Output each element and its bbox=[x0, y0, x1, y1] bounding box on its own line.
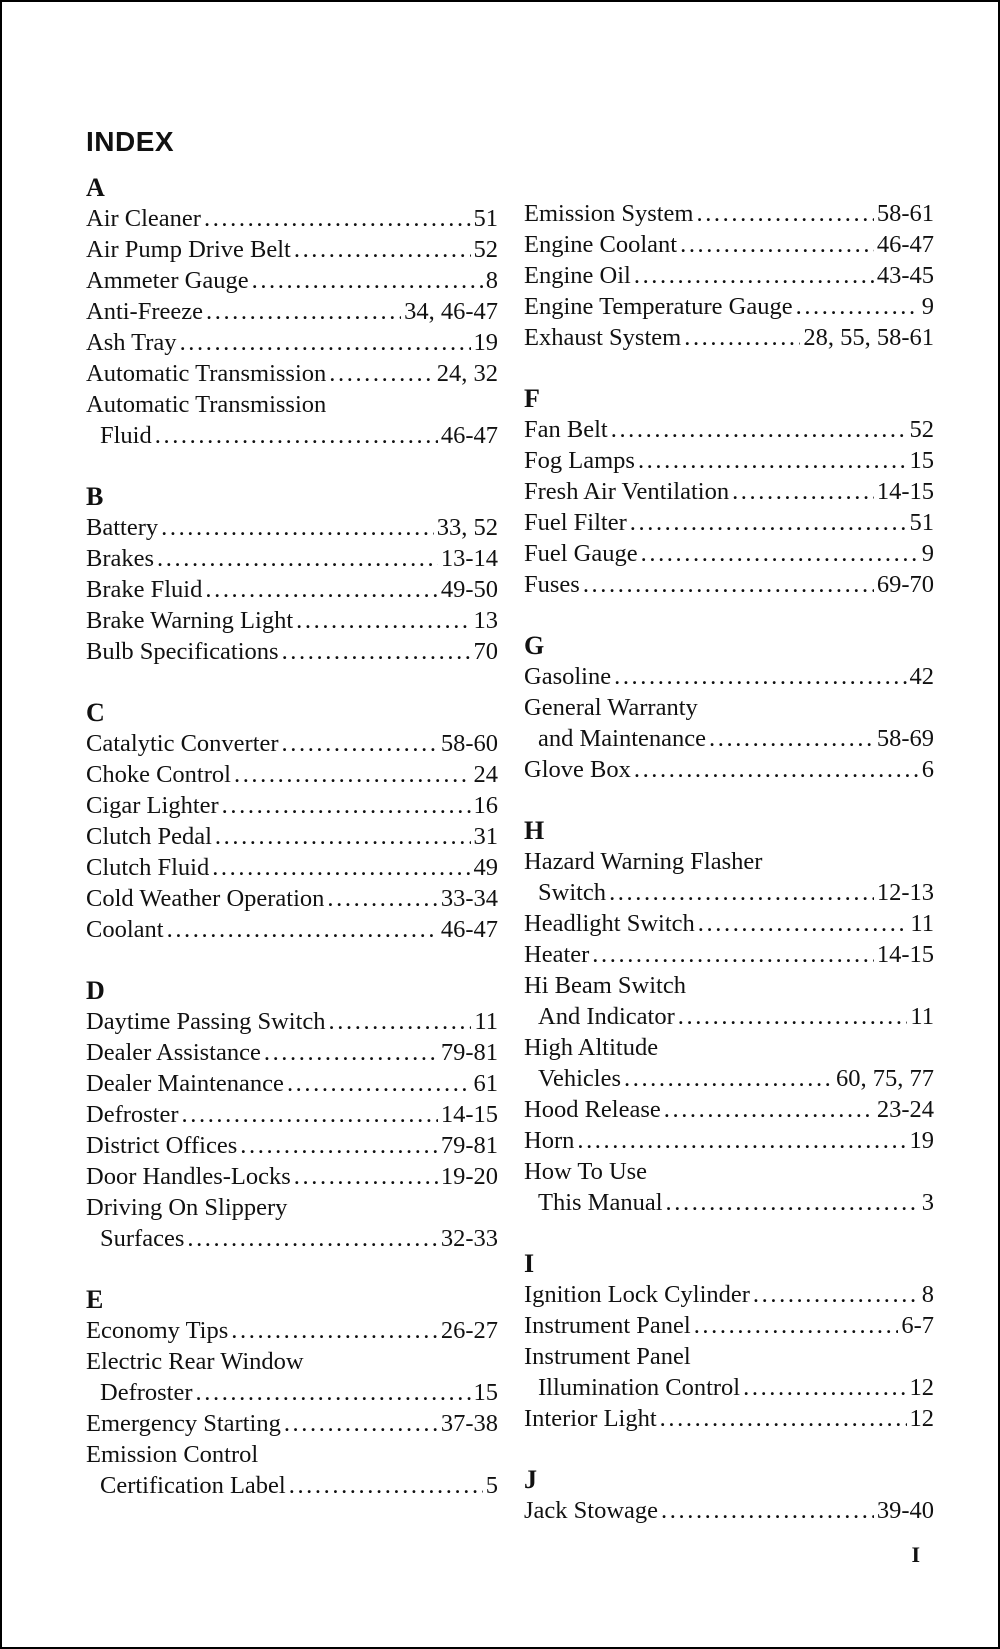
index-entry bbox=[86, 1099, 498, 1130]
dot-leader bbox=[583, 569, 874, 600]
page-reference: 70 bbox=[473, 638, 498, 665]
dot-leader bbox=[167, 914, 438, 945]
section-gap bbox=[86, 451, 498, 481]
index-entry bbox=[86, 1161, 498, 1192]
index-entry bbox=[524, 1403, 934, 1434]
index-entry bbox=[524, 1372, 934, 1403]
index-entry bbox=[86, 759, 498, 790]
index-entry bbox=[524, 723, 934, 754]
page-reference: 6-7 bbox=[901, 1312, 934, 1339]
page-reference: 19 bbox=[909, 1127, 934, 1154]
page-reference: 39-40 bbox=[876, 1497, 934, 1524]
page-title: INDEX bbox=[86, 126, 175, 157]
section-gap bbox=[86, 667, 498, 697]
index-entry bbox=[86, 1223, 498, 1254]
dot-leader bbox=[666, 1187, 919, 1218]
page-reference: 60, 75, 77 bbox=[836, 1065, 934, 1092]
dot-leader bbox=[284, 1408, 438, 1439]
index-entry-multiline bbox=[86, 1346, 498, 1408]
index-entry-multiline bbox=[86, 1439, 498, 1501]
index-entry bbox=[524, 661, 934, 692]
entry-name: Illumination Control bbox=[538, 1374, 741, 1401]
index-entry bbox=[86, 790, 498, 821]
entry-name: Interior Light bbox=[524, 1405, 657, 1432]
entry-name: Daytime Passing Switch bbox=[86, 1008, 326, 1035]
page-reference: 6 bbox=[921, 756, 934, 783]
dot-leader bbox=[329, 1006, 472, 1037]
entry-name: Fan Belt bbox=[524, 416, 608, 443]
entry-name: Surfaces bbox=[100, 1225, 185, 1252]
dot-leader bbox=[614, 661, 906, 692]
entry-name: Catalytic Converter bbox=[86, 730, 279, 757]
section-letter: D bbox=[86, 976, 105, 1005]
entry-name: Fresh Air Ventilation bbox=[524, 478, 730, 505]
index-entry-multiline bbox=[524, 846, 934, 908]
entry-name: Economy Tips bbox=[86, 1317, 229, 1344]
entry-name: Fog Lamps bbox=[524, 447, 635, 474]
entry-name: Instrument Panel bbox=[524, 1312, 691, 1339]
page-reference: 46-47 bbox=[876, 231, 934, 258]
index-entry bbox=[524, 260, 934, 291]
page-reference: 49 bbox=[473, 854, 498, 881]
dot-leader bbox=[204, 203, 471, 234]
page-reference: 14-15 bbox=[876, 478, 934, 505]
dot-leader bbox=[206, 296, 401, 327]
entry-name: Automatic Transmission bbox=[86, 391, 327, 418]
index-entry bbox=[524, 1125, 934, 1156]
section-gap bbox=[86, 945, 498, 975]
entry-name: Defroster bbox=[86, 1101, 179, 1128]
dot-leader bbox=[196, 1377, 471, 1408]
index-entry bbox=[86, 914, 498, 945]
entry-name: Clutch Pedal bbox=[86, 823, 212, 850]
page-reference: 42 bbox=[909, 663, 934, 690]
index-entry bbox=[86, 234, 498, 265]
index-entry bbox=[524, 1187, 934, 1218]
dot-leader bbox=[624, 1063, 833, 1094]
page-reference: 24, 32 bbox=[436, 360, 498, 387]
section-letter: H bbox=[524, 816, 545, 845]
dot-leader bbox=[282, 636, 471, 667]
section-gap bbox=[86, 1254, 498, 1284]
page-reference: 52 bbox=[473, 236, 498, 263]
dot-leader bbox=[609, 877, 874, 908]
index-entry bbox=[524, 198, 934, 229]
dot-leader bbox=[155, 420, 438, 451]
index-entry-multiline bbox=[524, 1341, 934, 1403]
index-column-right bbox=[524, 198, 934, 1526]
dot-leader bbox=[205, 574, 437, 605]
entry-name: Hi Beam Switch bbox=[524, 972, 686, 999]
page-reference: 13 bbox=[473, 607, 498, 634]
page-reference: 79-81 bbox=[440, 1132, 498, 1159]
entry-name: Engine Oil bbox=[524, 262, 631, 289]
page-reference: 79-81 bbox=[440, 1039, 498, 1066]
index-entry bbox=[86, 327, 498, 358]
dot-leader bbox=[796, 291, 919, 322]
dot-leader bbox=[252, 265, 483, 296]
entry-name: Fuel Gauge bbox=[524, 540, 638, 567]
entry-name: Engine Coolant bbox=[524, 231, 678, 258]
section-gap bbox=[524, 600, 934, 630]
entry-name: Emergency Starting bbox=[86, 1410, 281, 1437]
entry-name: and Maintenance bbox=[538, 725, 707, 752]
entry-name: Heater bbox=[524, 941, 590, 968]
index-entry bbox=[524, 229, 934, 260]
entry-name: Vehicles bbox=[538, 1065, 621, 1092]
entry-name: Brakes bbox=[86, 545, 155, 572]
entry-name: High Altitude bbox=[524, 1034, 659, 1061]
entry-name: General Warranty bbox=[524, 694, 698, 721]
page-reference: 46-47 bbox=[440, 422, 498, 449]
entry-name: Ash Tray bbox=[86, 329, 177, 356]
section-gap bbox=[524, 785, 934, 815]
page-reference: 11 bbox=[910, 1003, 934, 1030]
entry-name: Emission Control bbox=[86, 1441, 259, 1468]
index-entry bbox=[86, 1006, 498, 1037]
page-reference: 12 bbox=[909, 1405, 934, 1432]
section-letter: F bbox=[524, 384, 540, 413]
index-entry bbox=[86, 852, 498, 883]
dot-leader bbox=[611, 414, 907, 445]
dot-leader bbox=[294, 234, 471, 265]
entry-name: Ignition Lock Cylinder bbox=[524, 1281, 750, 1308]
index-entry bbox=[524, 754, 934, 785]
page-reference: 8 bbox=[921, 1281, 934, 1308]
index-entry bbox=[524, 1063, 934, 1094]
page-reference: 58-60 bbox=[440, 730, 498, 757]
entry-name: Exhaust System bbox=[524, 324, 682, 351]
index-entry bbox=[86, 296, 498, 327]
index-entry bbox=[86, 821, 498, 852]
entry-name: Coolant bbox=[86, 916, 164, 943]
index-entry bbox=[524, 507, 934, 538]
index-entry bbox=[524, 322, 934, 353]
index-entry bbox=[86, 1130, 498, 1161]
page-reference: 31 bbox=[473, 823, 498, 850]
index-entry bbox=[524, 1310, 934, 1341]
index-entry-multiline bbox=[524, 970, 934, 1032]
dot-leader bbox=[212, 852, 470, 883]
entry-name: Fuses bbox=[524, 571, 580, 598]
dot-leader bbox=[638, 445, 907, 476]
entry-name: Brake Fluid bbox=[86, 576, 203, 603]
page-reference: 3 bbox=[921, 1189, 934, 1216]
dot-leader bbox=[694, 1310, 899, 1341]
index-entry bbox=[524, 445, 934, 476]
dot-leader bbox=[240, 1130, 438, 1161]
page-reference: 11 bbox=[910, 910, 934, 937]
dot-leader bbox=[753, 1279, 919, 1310]
dot-leader bbox=[743, 1372, 906, 1403]
page-reference: 52 bbox=[909, 416, 934, 443]
page-reference: 26-27 bbox=[440, 1317, 498, 1344]
index-entry-multiline bbox=[524, 1156, 934, 1218]
section-letter: I bbox=[524, 1249, 535, 1278]
dot-leader bbox=[157, 543, 438, 574]
entry-name: Glove Box bbox=[524, 756, 631, 783]
dot-leader bbox=[187, 1223, 437, 1254]
dot-leader bbox=[664, 1094, 874, 1125]
entry-name: Cigar Lighter bbox=[86, 792, 219, 819]
entry-name: How To Use bbox=[524, 1158, 648, 1185]
page-reference: 9 bbox=[921, 293, 934, 320]
index-entry bbox=[86, 574, 498, 605]
index-entry bbox=[524, 1279, 934, 1310]
page-reference: 49-50 bbox=[440, 576, 498, 603]
dot-leader bbox=[698, 908, 908, 939]
dot-leader bbox=[222, 790, 471, 821]
index-entry bbox=[86, 1470, 498, 1501]
section-letter: E bbox=[86, 1285, 104, 1314]
dot-leader bbox=[696, 198, 873, 229]
entry-name: Switch bbox=[538, 879, 607, 906]
entry-name: Dealer Assistance bbox=[86, 1039, 261, 1066]
section-letter: C bbox=[86, 698, 105, 727]
entry-name: Battery bbox=[86, 514, 159, 541]
index-entry bbox=[86, 1315, 498, 1346]
index-entry bbox=[524, 939, 934, 970]
page-reference: 33-34 bbox=[440, 885, 498, 912]
page-folio: I bbox=[911, 1542, 920, 1567]
entry-name: Electric Rear Window bbox=[86, 1348, 304, 1375]
page-reference: 46-47 bbox=[440, 916, 498, 943]
dot-leader bbox=[680, 229, 874, 260]
dot-leader bbox=[264, 1037, 438, 1068]
entry-name: Bulb Specifications bbox=[86, 638, 279, 665]
index-entry bbox=[86, 420, 498, 451]
page-reference: 11 bbox=[474, 1008, 498, 1035]
dot-leader bbox=[678, 1001, 908, 1032]
index-entry-multiline bbox=[524, 1032, 934, 1094]
dot-leader bbox=[215, 821, 471, 852]
dot-leader bbox=[577, 1125, 906, 1156]
page-reference: 37-38 bbox=[440, 1410, 498, 1437]
index-entry bbox=[524, 877, 934, 908]
entry-name: Air Pump Drive Belt bbox=[86, 236, 291, 263]
entry-name: Emission System bbox=[524, 200, 694, 227]
dot-leader bbox=[329, 358, 433, 389]
entry-name: Dealer Maintenance bbox=[86, 1070, 284, 1097]
index-entry bbox=[86, 543, 498, 574]
entry-name: This Manual bbox=[538, 1189, 663, 1216]
index-column-left bbox=[86, 172, 498, 1501]
page-reference: 61 bbox=[473, 1070, 498, 1097]
dot-leader bbox=[592, 939, 874, 970]
index-entry bbox=[524, 1094, 934, 1125]
page-reference: 14-15 bbox=[440, 1101, 498, 1128]
page-reference: 24 bbox=[473, 761, 498, 788]
page-reference: 33, 52 bbox=[436, 514, 498, 541]
index-entry bbox=[524, 908, 934, 939]
index-entry bbox=[524, 476, 934, 507]
entry-name: Anti-Freeze bbox=[86, 298, 203, 325]
section-gap bbox=[524, 1218, 934, 1248]
entry-name: Clutch Fluid bbox=[86, 854, 210, 881]
section-letter: G bbox=[524, 631, 545, 660]
page-reference: 19 bbox=[473, 329, 498, 356]
index-entry bbox=[86, 265, 498, 296]
index-entry-multiline bbox=[524, 692, 934, 754]
page-reference: 51 bbox=[909, 509, 934, 536]
page-reference: 9 bbox=[921, 540, 934, 567]
page-reference: 58-69 bbox=[876, 725, 934, 752]
index-entry bbox=[86, 512, 498, 543]
index-entry bbox=[86, 203, 498, 234]
dot-leader bbox=[182, 1099, 438, 1130]
dot-leader bbox=[732, 476, 874, 507]
index-entry bbox=[86, 1068, 498, 1099]
section-letter: B bbox=[86, 482, 104, 511]
index-entry-multiline bbox=[86, 1192, 498, 1254]
dot-leader bbox=[709, 723, 874, 754]
entry-name: Headlight Switch bbox=[524, 910, 695, 937]
index-entry bbox=[524, 1001, 934, 1032]
page-reference: 8 bbox=[485, 267, 498, 294]
entry-name: Door Handles-Locks bbox=[86, 1163, 291, 1190]
section-gap bbox=[524, 1434, 934, 1464]
dot-leader bbox=[234, 759, 471, 790]
entry-name: Jack Stowage bbox=[524, 1497, 659, 1524]
dot-leader bbox=[641, 538, 919, 569]
page-reference: 13-14 bbox=[440, 545, 498, 572]
entry-name: And Indicator bbox=[538, 1003, 675, 1030]
dot-leader bbox=[282, 728, 438, 759]
section-letter: J bbox=[524, 1465, 537, 1494]
page-reference: 15 bbox=[473, 1379, 498, 1406]
page-reference: 28, 55, 58-61 bbox=[803, 324, 934, 351]
index-entry bbox=[524, 291, 934, 322]
entry-name: Fuel Filter bbox=[524, 509, 627, 536]
entry-name: Brake Warning Light bbox=[86, 607, 294, 634]
dot-leader bbox=[634, 260, 874, 291]
page-reference: 16 bbox=[473, 792, 498, 819]
dot-leader bbox=[660, 1403, 907, 1434]
dot-leader bbox=[231, 1315, 438, 1346]
entry-name: Engine Temperature Gauge bbox=[524, 293, 793, 320]
dot-leader bbox=[296, 605, 470, 636]
page-reference: 12 bbox=[909, 1374, 934, 1401]
index-entry bbox=[524, 569, 934, 600]
index-entry-multiline bbox=[86, 389, 498, 451]
entry-name: Gasoline bbox=[524, 663, 612, 690]
page-reference: 69-70 bbox=[876, 571, 934, 598]
page-reference: 15 bbox=[909, 447, 934, 474]
index-entry bbox=[86, 1408, 498, 1439]
page-reference: 43-45 bbox=[876, 262, 934, 289]
entry-name: Ammeter Gauge bbox=[86, 267, 249, 294]
page-reference: 58-61 bbox=[876, 200, 934, 227]
index-entry bbox=[524, 414, 934, 445]
index-entry bbox=[524, 1495, 934, 1526]
entry-name: Air Cleaner bbox=[86, 205, 201, 232]
entry-name: Horn bbox=[524, 1127, 575, 1154]
page-reference: 34, 46-47 bbox=[404, 298, 498, 325]
dot-leader bbox=[287, 1068, 471, 1099]
entry-name: Hood Release bbox=[524, 1096, 661, 1123]
entry-name: Cold Weather Operation bbox=[86, 885, 325, 912]
entry-name: Hazard Warning Flasher bbox=[524, 848, 763, 875]
entry-name: Choke Control bbox=[86, 761, 231, 788]
page-reference: 12-13 bbox=[876, 879, 934, 906]
dot-leader bbox=[634, 754, 919, 785]
dot-leader bbox=[327, 883, 437, 914]
entry-name: Automatic Transmission bbox=[86, 360, 327, 387]
index-entry bbox=[86, 636, 498, 667]
index-entry bbox=[86, 1377, 498, 1408]
entry-name: Defroster bbox=[100, 1379, 193, 1406]
index-entry bbox=[86, 883, 498, 914]
index-entry bbox=[86, 1037, 498, 1068]
entry-name: Instrument Panel bbox=[524, 1343, 691, 1370]
dot-leader bbox=[630, 507, 907, 538]
entry-name: Fluid bbox=[100, 422, 152, 449]
index-entry bbox=[86, 728, 498, 759]
index-entry bbox=[524, 538, 934, 569]
dot-leader bbox=[684, 322, 800, 353]
index-entry bbox=[86, 605, 498, 636]
page-reference: 23-24 bbox=[876, 1096, 934, 1123]
page-reference: 14-15 bbox=[876, 941, 934, 968]
page-reference: 32-33 bbox=[440, 1225, 498, 1252]
dot-leader bbox=[161, 512, 434, 543]
dot-leader bbox=[289, 1470, 483, 1501]
section-letter: A bbox=[86, 173, 105, 202]
dot-leader bbox=[661, 1495, 874, 1526]
index-entry bbox=[86, 358, 498, 389]
entry-name: District Offices bbox=[86, 1132, 238, 1159]
section-gap bbox=[524, 353, 934, 383]
entry-name: Certification Label bbox=[100, 1472, 286, 1499]
dot-leader bbox=[180, 327, 471, 358]
dot-leader bbox=[294, 1161, 438, 1192]
entry-name: Driving On Slippery bbox=[86, 1194, 288, 1221]
page-reference: 51 bbox=[473, 205, 498, 232]
page-reference: 19-20 bbox=[440, 1163, 498, 1190]
page-reference: 5 bbox=[485, 1472, 498, 1499]
